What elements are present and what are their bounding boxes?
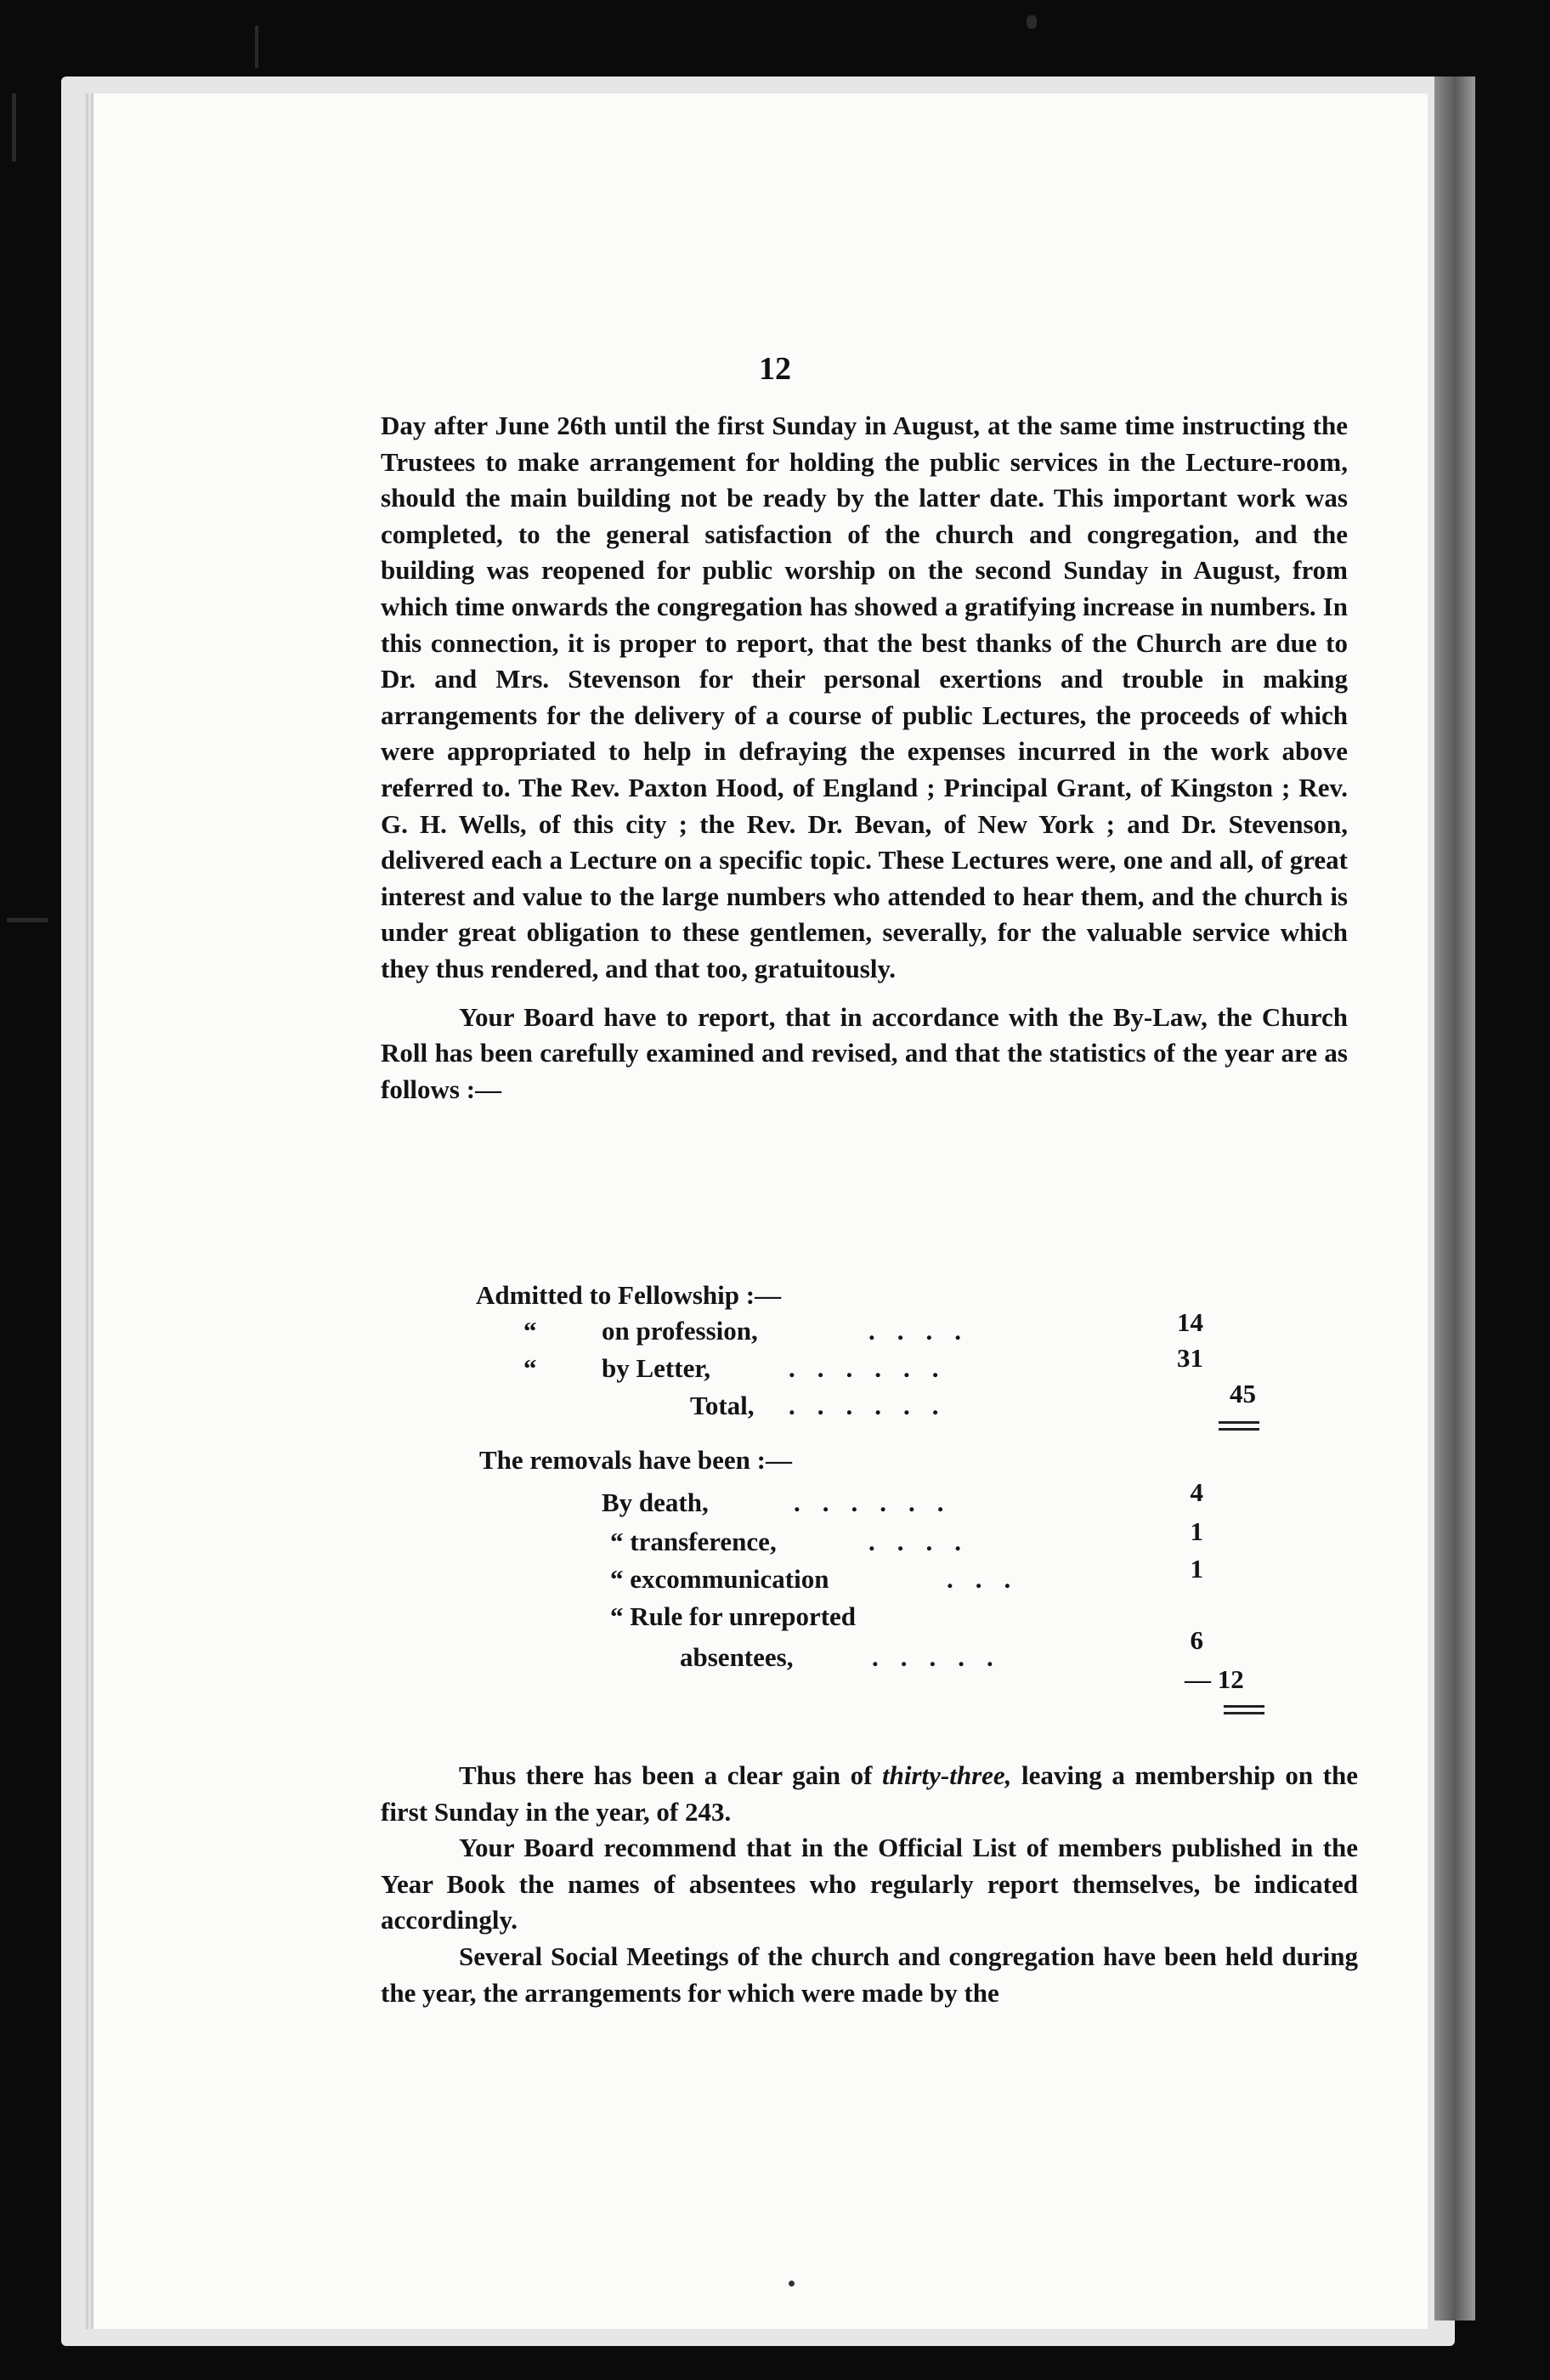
stat-value: 6 xyxy=(1190,1625,1203,1655)
stat-label: By death, xyxy=(602,1488,709,1517)
page-dot xyxy=(789,2281,795,2286)
stat-value: 4 xyxy=(1190,1477,1203,1507)
scan-speck xyxy=(12,94,16,162)
leader-dots: .... xyxy=(868,1527,983,1556)
stat-label: “ excommunication xyxy=(610,1564,829,1594)
removals-heading: The removals have been :— xyxy=(479,1445,792,1475)
main-text xyxy=(381,408,1348,1108)
stat-total: 45 xyxy=(1230,1379,1256,1408)
stat-label: absentees, xyxy=(680,1642,794,1672)
stat-value: 14 xyxy=(1177,1307,1203,1337)
ditto-mark: “ xyxy=(523,1316,537,1346)
stat-label: “ transference, xyxy=(610,1527,777,1556)
stat-value: 1 xyxy=(1190,1516,1203,1546)
paragraph xyxy=(381,1758,1358,1830)
stat-value: 31 xyxy=(1177,1343,1203,1373)
leader-dots: ...... xyxy=(789,1391,961,1420)
gain-text-lead: Thus there has been a clear gain of xyxy=(459,1760,883,1790)
ditto-mark: “ xyxy=(523,1353,537,1383)
leader-dots: ... xyxy=(947,1564,1033,1594)
paragraph: Day after June 26th until the first Sunday in August, at the same time instructing the Trustees to make arrangement for holding the public services in the Lecture-room, should the main building not be ready by the latter date. This important work was completed, to the general satisfaction of the church and congregation, and the building was reopened for public worship on the second Sunday in August, from which time onwards the congregation has showed a gratifying increase in numbers. In this connection, it is proper to report, that the best thanks of the Church are due to Dr. and Mrs. Stevenson for their personal exertions and trouble in making arrangements for the delivery of a course of public Lectures, the proceeds of which were appropriated to help in defraying the expenses incurred in the work above referred to. The Rev. Paxton Hood, of England ; Principal Grant, of Kingston ; Rev. G. H. Wells, of this city ; the Rev. Dr. Bevan, of New York ; and Dr. Stevenson, delivered each a Lecture on a specific topic. These Lectures were, one and all, of great interest and value to the large numbers who attended to hear them, and the church is under great obligation to these gentlemen, severally, for the valuable service which they thus rendered, and that too, gratuitously. xyxy=(381,411,1348,983)
paragraph: Your Board recommend that in the Official List of members published in the Year Book the names of absentees who regularly report themselves, be indicated accordingly. xyxy=(381,1833,1358,1935)
scan-speck xyxy=(255,26,258,68)
stat-label: “ Rule for unreported xyxy=(610,1601,857,1631)
stat-label: on profession, xyxy=(602,1316,758,1346)
leader-dots: ..... xyxy=(872,1642,1015,1672)
gain-emphasis: thirty-three, xyxy=(882,1760,1012,1790)
double-rule xyxy=(1219,1421,1259,1431)
page-number: 12 xyxy=(759,351,791,387)
stat-value: 1 xyxy=(1190,1554,1203,1584)
double-rule xyxy=(1224,1705,1264,1714)
admitted-heading: Admitted to Fellowship :— xyxy=(476,1280,782,1310)
leader-dots: .... xyxy=(868,1316,983,1346)
closing-text xyxy=(381,1758,1358,2011)
gain-text-tail: leaving a membership on the first Sunday in the year, of 243. xyxy=(381,1760,1358,1827)
paragraph: Several Social Meetings of the church and congregation have been held during the year, the arrangements for which were made by the xyxy=(381,1941,1358,2008)
removals-total: — 12 xyxy=(1185,1664,1244,1694)
book-spine xyxy=(1434,76,1475,2320)
leader-dots: ...... xyxy=(789,1353,961,1383)
paragraph: Your Board have to report, that in accordance with the By-Law, the Church Roll has been carefully examined and revised, and that the statistics of the year are as follows :— xyxy=(381,1001,1348,1104)
leader-dots: ...... xyxy=(794,1488,966,1517)
scan-speck xyxy=(1027,15,1037,29)
scan-speck xyxy=(7,918,48,922)
stat-label: by Letter, xyxy=(602,1353,710,1383)
stat-label: Total, xyxy=(690,1391,755,1420)
